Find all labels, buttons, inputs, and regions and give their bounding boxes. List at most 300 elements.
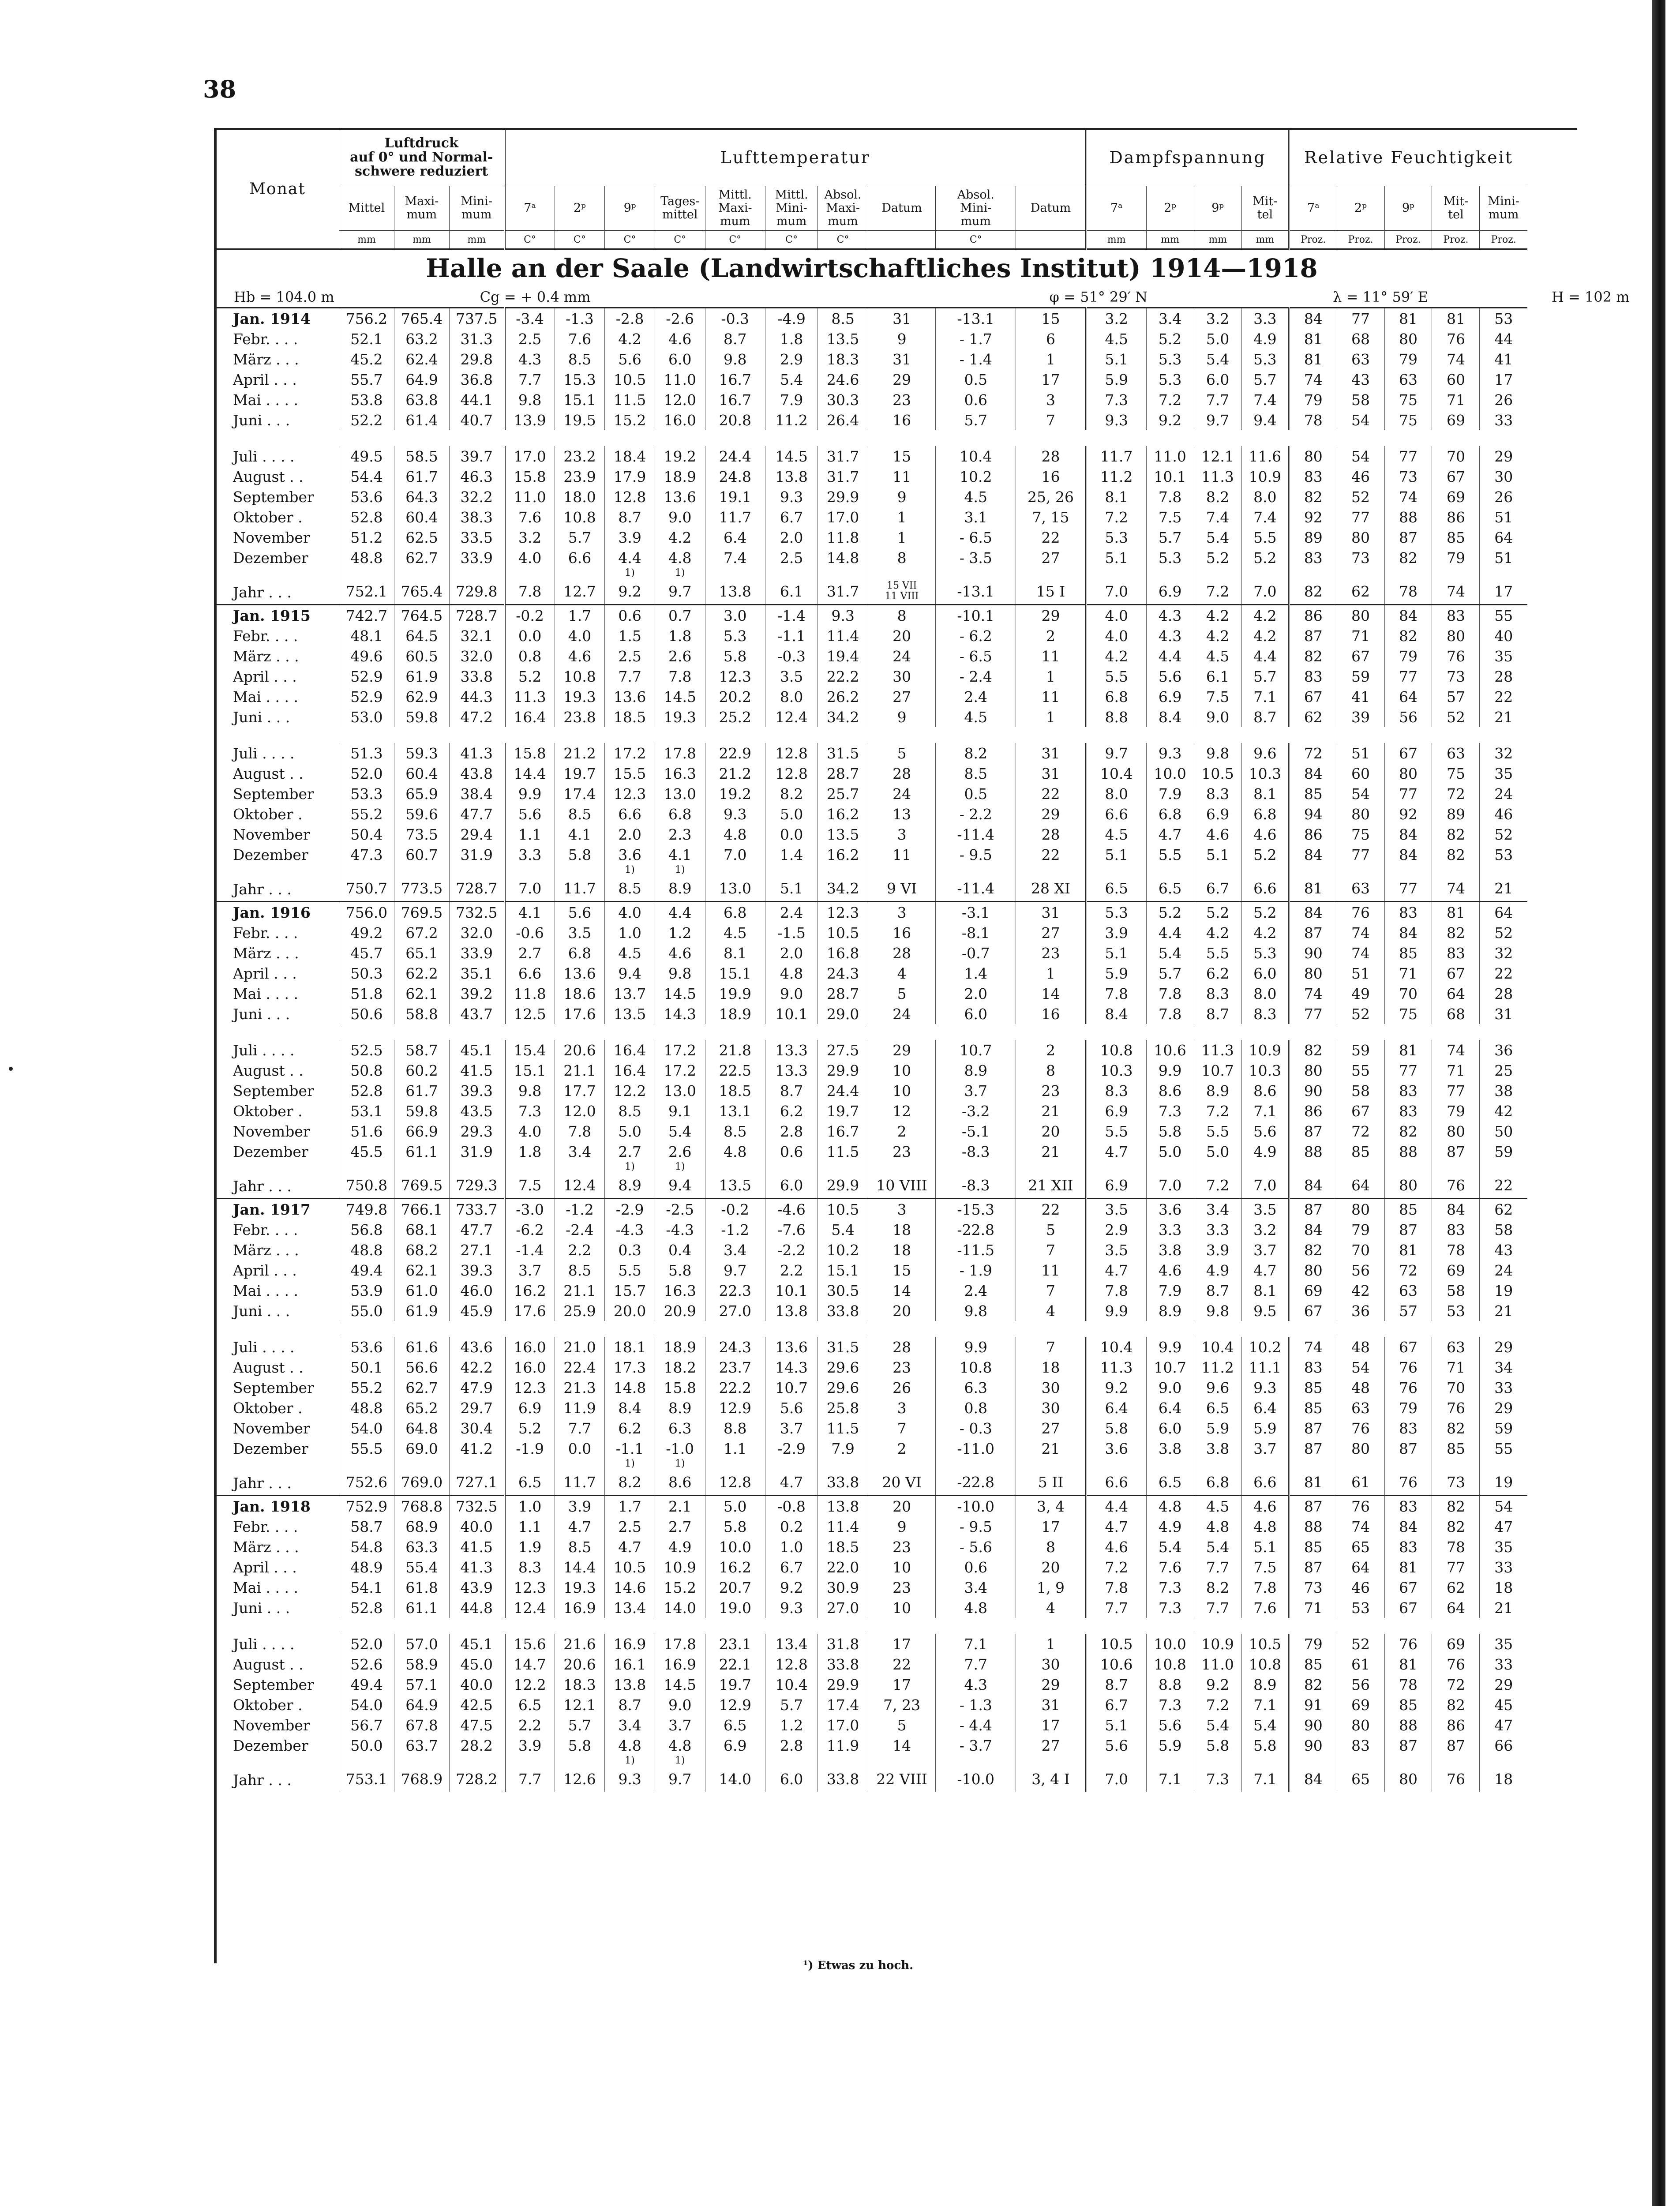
jahr-cell: 5 II [1016,1469,1086,1496]
header-col: Mini- mum [1480,186,1527,231]
cell: 43 [1480,1240,1527,1260]
cell: 61 [1337,1654,1384,1674]
jahr-cell: 6.8 [1194,1469,1241,1496]
cell: 6.7 [1086,1695,1146,1715]
cell: 61.6 [394,1337,449,1357]
cell: 84 [1289,844,1337,865]
cell: 16.0 [505,1357,555,1377]
cell: 40.7 [449,410,504,430]
cell: -4.3 [605,1219,655,1240]
cell: 4.5 [705,923,765,943]
cell: 83 [1337,1735,1384,1756]
cell: -2.6 [655,308,705,329]
cell: 7.7 [1194,1598,1241,1618]
fn-cell [936,1459,1016,1469]
cell: 2.0 [936,983,1016,1004]
cell: 87 [1289,1557,1337,1577]
fn-cell [1480,568,1527,578]
cell: 62.4 [394,349,449,369]
cell: 11.3 [1194,1040,1241,1060]
jahr-cell: 76 [1432,1172,1480,1199]
cell: 85 [1337,1141,1384,1162]
cell: 3.5 [555,923,605,943]
cell: 29.8 [449,349,504,369]
cell: 74 [1337,943,1384,963]
cell: 2.9 [765,349,818,369]
cell: -0.2 [705,1199,765,1220]
cell: 7.7 [505,369,555,390]
cell: 71 [1289,1598,1337,1618]
cell: 15.1 [818,1260,868,1280]
cell: 12.0 [555,1101,605,1121]
cell: 8 [1016,1060,1086,1080]
cell: 62 [1289,707,1337,727]
month-label: April . . . [233,1558,297,1576]
cell: 11.9 [555,1398,605,1418]
cell: 26.2 [818,687,868,707]
cell: 10.7 [765,1377,818,1398]
header-col: Absol. Maxi- mum [818,186,868,231]
cell: 0.8 [505,646,555,666]
gap-cell [216,1024,1527,1040]
cell: -10.1 [936,605,1016,626]
cell: 1.0 [605,923,655,943]
jahr-cell: 13.5 [705,1172,765,1199]
cell: 40.0 [449,1674,504,1695]
cell: 3.4 [1146,308,1194,329]
cell: 9.1 [655,1101,705,1121]
cell: 4.4 [1241,646,1289,666]
cell: 5.3 [1146,548,1194,568]
cell: - 6.2 [936,626,1016,646]
jahr-cell: 8.9 [605,1172,655,1199]
month-label: August . . [233,468,304,485]
month-label: Febr. . . . [233,924,298,942]
month-label: Dezember [233,1440,308,1457]
cell: 71 [1337,626,1384,646]
jahr-cell: 19 [1480,1469,1527,1496]
cell: 11.0 [505,487,555,507]
cell: 5.2 [1241,548,1289,568]
cell: 9.9 [1146,1060,1194,1080]
cell: 23.2 [555,446,605,466]
cell: 81 [1384,1557,1432,1577]
cell: 5.8 [705,646,765,666]
month-label: Mai . . . . [233,1579,298,1596]
cell: 14.4 [505,763,555,784]
cell: 7.3 [1146,1577,1194,1598]
cell: 63.8 [394,390,449,410]
cell: 3.6 [1146,1199,1194,1220]
jahr-cell: 9.2 [605,578,655,605]
cell: 27.5 [818,1040,868,1060]
cell: 29 [1480,1674,1527,1695]
cell: 10.9 [1194,1634,1241,1654]
cell: 5.8 [1086,1418,1146,1438]
cell: 30.5 [818,1280,868,1301]
month-row [216,943,1575,963]
fn-cell [1086,568,1146,578]
cell: 4.5 [936,707,1016,727]
cell: 69 [1432,410,1480,430]
cell: 13.6 [605,687,655,707]
cell: 11.5 [605,390,655,410]
cell: 7.2 [1146,390,1194,410]
cell: 39.3 [449,1080,504,1101]
cell: 6.8 [1241,804,1289,824]
cell: 17.4 [818,1695,868,1715]
jahr-cell: 7.5 [505,1172,555,1199]
jahr-cell: 77 [1384,875,1432,902]
cell: 9.4 [1241,410,1289,430]
month-row [216,646,1575,666]
jahr-cell: 20 VI [868,1469,935,1496]
jahr-cell: 6.9 [1086,1172,1146,1199]
cell: -3.2 [936,1101,1016,1121]
fn-label [216,865,339,875]
cell: 59 [1337,1040,1384,1060]
header-unit [1016,231,1086,249]
jahr-cell: 74 [1432,578,1480,605]
cell: 5.8 [1194,1735,1241,1756]
cell: 17 [868,1674,935,1695]
fn-cell [1289,568,1337,578]
cell: 46 [1337,466,1384,487]
fn-cell [394,865,449,875]
cell: 7, 15 [1016,507,1086,527]
cell: 14.7 [505,1654,555,1674]
month-label: September [233,1379,314,1396]
cell: 11 [1016,646,1086,666]
cell: -0.3 [765,646,818,666]
month-row [216,329,1575,349]
cell: 4.2 [605,329,655,349]
header-col: Maxi- mum [394,186,449,231]
cell: 16.9 [655,1654,705,1674]
cell: 15.7 [605,1280,655,1301]
jahr-label: Jahr . . . [233,1474,292,1492]
fn-cell [1016,1162,1086,1172]
cell: 21.8 [705,1040,765,1060]
cell: 55.2 [339,804,394,824]
cell: -13.1 [936,308,1016,329]
jahr-cell: 7.2 [1194,1172,1241,1199]
jahr-cell: 34.2 [818,875,868,902]
fn-cell [1146,568,1194,578]
cell: 0.6 [765,1141,818,1162]
fn-cell [868,1459,935,1469]
cell: 38 [1480,1080,1527,1101]
cell: 0.6 [605,605,655,626]
cell: - 5.6 [936,1537,1016,1557]
cell: 10.6 [1146,1040,1194,1060]
fn-label [216,1162,339,1172]
cell: 5.0 [1194,1141,1241,1162]
month-label: Juli . . . . [233,447,295,465]
cell: 16.2 [505,1280,555,1301]
cell: 9.0 [765,983,818,1004]
cell: 14.5 [655,687,705,707]
cell: 67 [1337,646,1384,666]
cell: 79 [1289,390,1337,410]
cell: 22.9 [705,743,765,763]
month-row [216,1715,1575,1735]
fn-cell [505,568,555,578]
cell: 28.2 [449,1735,504,1756]
cell: 61.1 [394,1141,449,1162]
cell: -3.0 [505,1199,555,1220]
cell: 4.5 [936,487,1016,507]
cell: 728.7 [449,605,504,626]
cell: 55 [1337,1060,1384,1080]
cell: 16 [868,923,935,943]
cell: 733.7 [449,1199,504,1220]
cell: 5.0 [765,804,818,824]
fn-cell: 1) [605,1459,655,1469]
cell: 10 [868,1598,935,1618]
header-col: Datum [868,186,935,231]
cell: 80 [1289,446,1337,466]
cell: 67 [1384,1598,1432,1618]
cell: 4.3 [936,1674,1016,1695]
cell: 13.3 [765,1040,818,1060]
cell: 742.7 [339,605,394,626]
cell: 16.2 [705,1557,765,1577]
cell: 8.7 [705,329,765,349]
cell: 14.5 [765,446,818,466]
cell: 7.8 [1146,983,1194,1004]
cell: 4.2 [1241,605,1289,626]
month-row [216,983,1575,1004]
cell: -5.1 [936,1121,1016,1141]
cell: 5.8 [705,1516,765,1537]
cell: 61.9 [394,666,449,687]
cell: 7.5 [1146,507,1194,527]
cell: 4.9 [1241,329,1289,349]
cell: 11.6 [1241,446,1289,466]
fn-cell [705,1459,765,1469]
cell: 16.3 [655,1280,705,1301]
cell: 85 [1289,784,1337,804]
cell: 17.0 [818,1715,868,1735]
fn-cell [394,1459,449,1469]
cell: 68 [1337,329,1384,349]
fn-cell [1337,1756,1384,1766]
jahr-row [216,1766,1575,1792]
cell: 54.1 [339,1577,394,1598]
cell: 4.8 [605,1735,655,1756]
jahr-cell: 7.0 [1086,1766,1146,1792]
cell: -1.4 [505,1240,555,1260]
cell: 0.0 [555,1438,605,1459]
cell: 47.5 [449,1715,504,1735]
cell: 10.7 [1146,1357,1194,1377]
cell: 7.3 [505,1101,555,1121]
month-row [216,1438,1575,1459]
month-row [216,707,1575,727]
cell: 17 [1016,1516,1086,1537]
cell: 25.2 [705,707,765,727]
cell: -1.5 [765,923,818,943]
cell: 15.5 [605,763,655,784]
cell: 52 [1480,923,1527,943]
cell: 85 [1384,943,1432,963]
cell: -0.3 [705,308,765,329]
station-lambda: λ = 11° 59′ E [1333,289,1428,305]
jahr-cell: 752.1 [339,578,394,605]
cell: 4.4 [1146,923,1194,943]
cell: 9.8 [1194,743,1241,763]
cell: 66 [1480,1735,1527,1756]
cell: 3.3 [1194,1219,1241,1240]
cell: 87 [1289,923,1337,943]
cell: 76 [1384,1357,1432,1377]
cell: 8.4 [605,1398,655,1418]
cell: 13.8 [818,1496,868,1517]
jahr-cell: 768.9 [394,1766,449,1792]
fn-cell [1194,568,1241,578]
cell: 4.3 [1146,605,1194,626]
cell: 17.0 [818,507,868,527]
jahr-cell: 9.4 [655,1172,705,1199]
cell: 9.3 [765,487,818,507]
cell: 6.0 [655,349,705,369]
cell: 10 [868,1557,935,1577]
fn-cell: 1) [655,1756,705,1766]
cell: 4.0 [505,1121,555,1141]
cell: 83 [1384,902,1432,923]
jahr-cell: 7.1 [1241,1766,1289,1792]
cell: 67 [1384,1337,1432,1357]
cell: 11 [1016,1260,1086,1280]
cell: 4.8 [655,548,705,568]
cell: 34.2 [818,707,868,727]
jahr-cell: 11.7 [555,875,605,902]
cell: 68.1 [394,1219,449,1240]
cell: 55.4 [394,1557,449,1577]
jahr-cell: 64 [1337,1172,1384,1199]
cell: 1 [1016,349,1086,369]
cell: 67 [1384,743,1432,763]
cell: 4.6 [1194,824,1241,844]
cell: 8.0 [1241,487,1289,507]
cell: 8.1 [1241,1280,1289,1301]
month-row [216,1357,1575,1377]
month-row [216,349,1575,369]
cell: 9 [868,707,935,727]
cell: 19.4 [818,646,868,666]
cell: 85 [1384,1199,1432,1220]
cell: 31.9 [449,1141,504,1162]
cell: 0.3 [605,1240,655,1260]
cell: 769.5 [394,902,449,923]
cell: 4.3 [1146,626,1194,646]
cell: 9.8 [1194,1301,1241,1321]
cell: 18.9 [655,466,705,487]
cell: 50.8 [339,1060,394,1080]
cell: 5.1 [1194,844,1241,865]
cell: 29.9 [818,487,868,507]
cell: 4.8 [936,1598,1016,1618]
jahr-cell: 9 VI [868,875,935,902]
block-gap [216,1321,1575,1337]
cell: 73 [1384,466,1432,487]
cell: 25 [1480,1060,1527,1080]
cell: 70 [1432,1377,1480,1398]
header-group-dampf: Dampfspannung [1086,129,1289,186]
cell: 80 [1384,329,1432,349]
fn-cell [1480,1162,1527,1172]
cell: 88 [1384,507,1432,527]
header-unit: Proz. [1432,231,1480,249]
header-unit: C° [605,231,655,249]
cell: 8.9 [936,1060,1016,1080]
cell: 17.4 [555,784,605,804]
cell: 80 [1432,626,1480,646]
jahr-cell: -8.3 [936,1172,1016,1199]
cell: - 2.2 [936,804,1016,824]
cell: 46 [1337,1577,1384,1598]
cell: 18.2 [655,1357,705,1377]
cell: 67 [1337,1101,1384,1121]
cell: 3 [868,1398,935,1418]
cell: 7.5 [1194,687,1241,707]
jahr-cell: 21 XII [1016,1172,1086,1199]
month-row [216,1080,1575,1101]
cell: 4.1 [505,902,555,923]
cell: 9 [868,1516,935,1537]
cell: 5.3 [1086,902,1146,923]
cell: 52.8 [339,507,394,527]
cell: 2.4 [936,1280,1016,1301]
cell: 16.7 [705,369,765,390]
month-label: März . . . [233,350,299,368]
cell: 87 [1384,527,1432,548]
cell: 5.2 [1241,844,1289,865]
cell: 19.2 [705,784,765,804]
cell: 29.7 [449,1398,504,1418]
cell: 17 [868,1634,935,1654]
cell: 15.2 [655,1577,705,1598]
cell: 35 [1480,763,1527,784]
cell: 4.7 [1086,1516,1146,1537]
cell: 85 [1289,1377,1337,1398]
cell: 32.2 [449,487,504,507]
table-body [216,249,1630,1792]
month-label: April . . . [233,964,297,982]
month-label: August . . [233,1358,304,1376]
cell: 85 [1289,1654,1337,1674]
cell: 53.8 [339,390,394,410]
fn-cell [936,1756,1016,1766]
cell: 10.8 [1146,1654,1194,1674]
cell: 29 [868,369,935,390]
cell: 12.3 [705,666,765,687]
cell: 10.0 [705,1537,765,1557]
cell: 82 [1432,1516,1480,1537]
cell: 10.5 [1194,763,1241,784]
cell: 5.5 [605,1260,655,1280]
jahr-cell: 6.5 [505,1469,555,1496]
cell: 48 [1337,1377,1384,1398]
cell: 14 [1016,983,1086,1004]
jahr-cell: 6.5 [1146,1469,1194,1496]
cell: 76 [1432,1398,1480,1418]
jahr-cell: 7.0 [1241,578,1289,605]
cell: -1.4 [765,605,818,626]
fn-label [216,568,339,578]
month-label: Juli . . . . [233,744,295,762]
